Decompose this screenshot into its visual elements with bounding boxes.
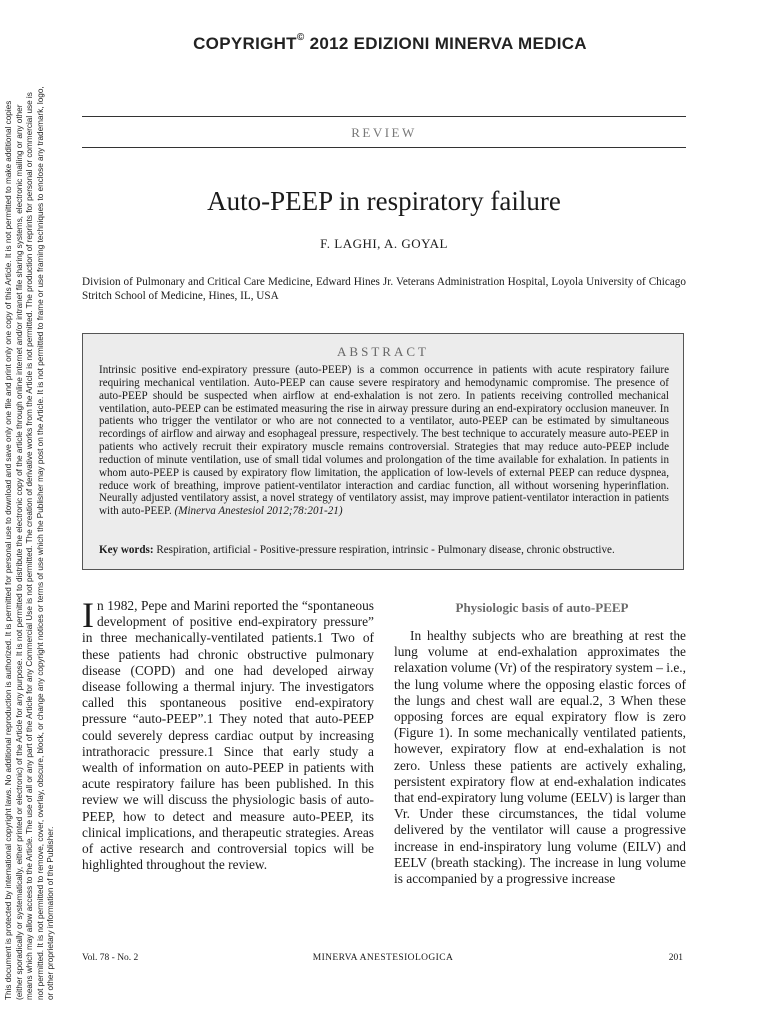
keywords <box>99 544 669 557</box>
abstract-box <box>82 333 684 570</box>
copyright-notice-sidebar <box>4 0 74 1000</box>
copyright-header <box>140 34 640 54</box>
copyright-prefix: COPYRIGHT <box>193 34 297 53</box>
abstract-citation: (Minerva Anestesiol 2012;78:201-21) <box>174 505 343 518</box>
article-title: Auto-PEEP in respiratory failure <box>207 186 561 216</box>
keywords-list: Respiration, artificial - Positive-pressure respiration, intrinsic - Pulmonary disease, chronic obstructive. <box>156 544 615 556</box>
drop-cap: I <box>82 595 94 635</box>
footer-page-number: 201 <box>668 953 683 963</box>
subsection-heading: Physiologic basis of auto-PEEP <box>455 600 629 615</box>
top-rule <box>82 116 686 117</box>
section-rule <box>82 147 686 148</box>
abstract-heading: ABSTRACT <box>337 344 429 359</box>
abstract-body: Intrinsic positive end-expiratory pressure (auto-PEEP) is a common occurrence in patients with acute respiratory failure requiring mechanical ventilation. Auto-PEEP can cause severe respiratory and hemodynamic compromise. The presence of auto-PEEP should be suspected when airflow at end-exhalation is not zero. In patients receiving controlled mechanical ventilation, auto-PEEP can be estimated measuring the rise in airway pressure during an end-expiratory occlusion maneuver. In patients who trigger the ventilator or who are not connected to a ventilator, auto-PEEP can be estimated by simultaneous recordings of airflow and airway and esophageal pressure, respectively. The best technique to accurately measure auto-PEEP in patients who actively recruit their expiratory muscle remains controversial. Strategies that may reduce auto-PEEP include reduction of minute ventilation, use of small tidal volumes and prolongation of the time available for exhalation. In patients in whom auto-PEEP is caused by expiratory flow limitation, the application of low-levels of external PEEP can reduce dyspnea, reduce work of breathing, improve patient-ventilator interaction and cardiac function, all without worsening hyperinflation. Neurally adjusted ventilatory assist, a novel strategy of ventilatory assist, may improve patient-ventilator interaction in patients with auto-PEEP. <box>99 364 669 518</box>
copyright-notice-line: not permitted. It is not permitted to remove, cover, overlay, obscure, block, or change any copyright notices or terms of use which the Publisher may post on the Article. It is not permitted to frame or use framing techniques to enclose any trademark, logo, <box>35 86 45 1000</box>
copyright-notice-line: means which may allow access to the Article. The use of all or any part of the Article for any Commercial Use is not permitted. The creation of derivative works from the Article is not permitted. The production of reprints for personal or commercial use is <box>25 92 34 1000</box>
keywords-label: Key words: <box>99 544 154 556</box>
left-column <box>82 595 374 873</box>
section-label: REVIEW <box>351 125 417 140</box>
footer-journal: MINERVA ANESTESIOLOGICA <box>312 953 454 963</box>
article-authors: F. LAGHI, A. GOYAL <box>320 236 448 251</box>
copyright-notice-line: or other proprietary information of the Publisher. <box>46 826 55 1000</box>
abstract-text <box>99 364 669 518</box>
right-column-text: In healthy subjects who are breathing at rest the lung volume at end-exhalation approximates the relaxation volume (Vr) of the respiratory system – i.e., the lung volume where the opposing elastic forces of the lungs and chest wall are equal.2, 3 When these opposing forces are equal expiratory flow is zero (Figure 1). In some mechanically ventilated patients, however, expiratory flow at end-exhalation is not zero. Unless these patients are actively exhaling, persistent expiratory flow at end-exhalation indicates that end-expiratory lung volume (EELV) is larger than Vr. Under these circumstances, the tidal volume delivered by the ventilator will cause a progressive increase in end-inspiratory lung volume (EILV) and EELV (breath stacking). The increase in lung volume is accompanied by a progressive increase <box>394 628 686 887</box>
left-column-text: n 1982, Pepe and Marini reported the “spontaneous development of positive end-expiratory pressure” in three mechanically-ventilated patients.1 Two of these patients had chronic obstructive pulmonary disease (COPD) and one had developed airway disease following a thermal injury. The investigators called this spontaneous positive end-expiratory pressure “auto-PEEP”.1 They noted that auto-PEEP could severely depress cardiac output by increasing intrathoracic pressure.1 Since that early study a wealth of information on auto-PEEP in patients with acute respiratory failure has been published. In this review we will discuss the physiologic basis of auto-PEEP, how to detect and measure auto-PEEP, its clinical implications, and therapeutic strategies. Areas of active research and controversial topics will be highlighted throughout the review. <box>82 598 374 873</box>
copyright-publisher: 2012 EDIZIONI MINERVA MEDICA <box>304 34 587 53</box>
copyright-notice-line: (either sporadically or systematically, either printed or electronic) of the Article for any purpose. It is not permitted to distribute the electronic copy of the article through online internet and/or intranet file sharing systems, electronic mailing or any other <box>14 104 24 1000</box>
copyright-notice-line: This document is protected by international copyright laws. No additional reproduction is authorized. It is permitted for personal use to download and save only one file and print only one copy of this Article. It is not permitted to make additional copies <box>4 100 13 1000</box>
author-affiliation: Division of Pulmonary and Critical Care Medicine, Edward Hines Jr. Veterans Administration Hospital, Loyola University of Chicago Stritch School of Medicine, Hines, IL, USA <box>82 276 686 302</box>
copyright-symbol: © <box>296 32 305 43</box>
footer-volume: Vol. 78 - No. 2 <box>82 953 139 963</box>
